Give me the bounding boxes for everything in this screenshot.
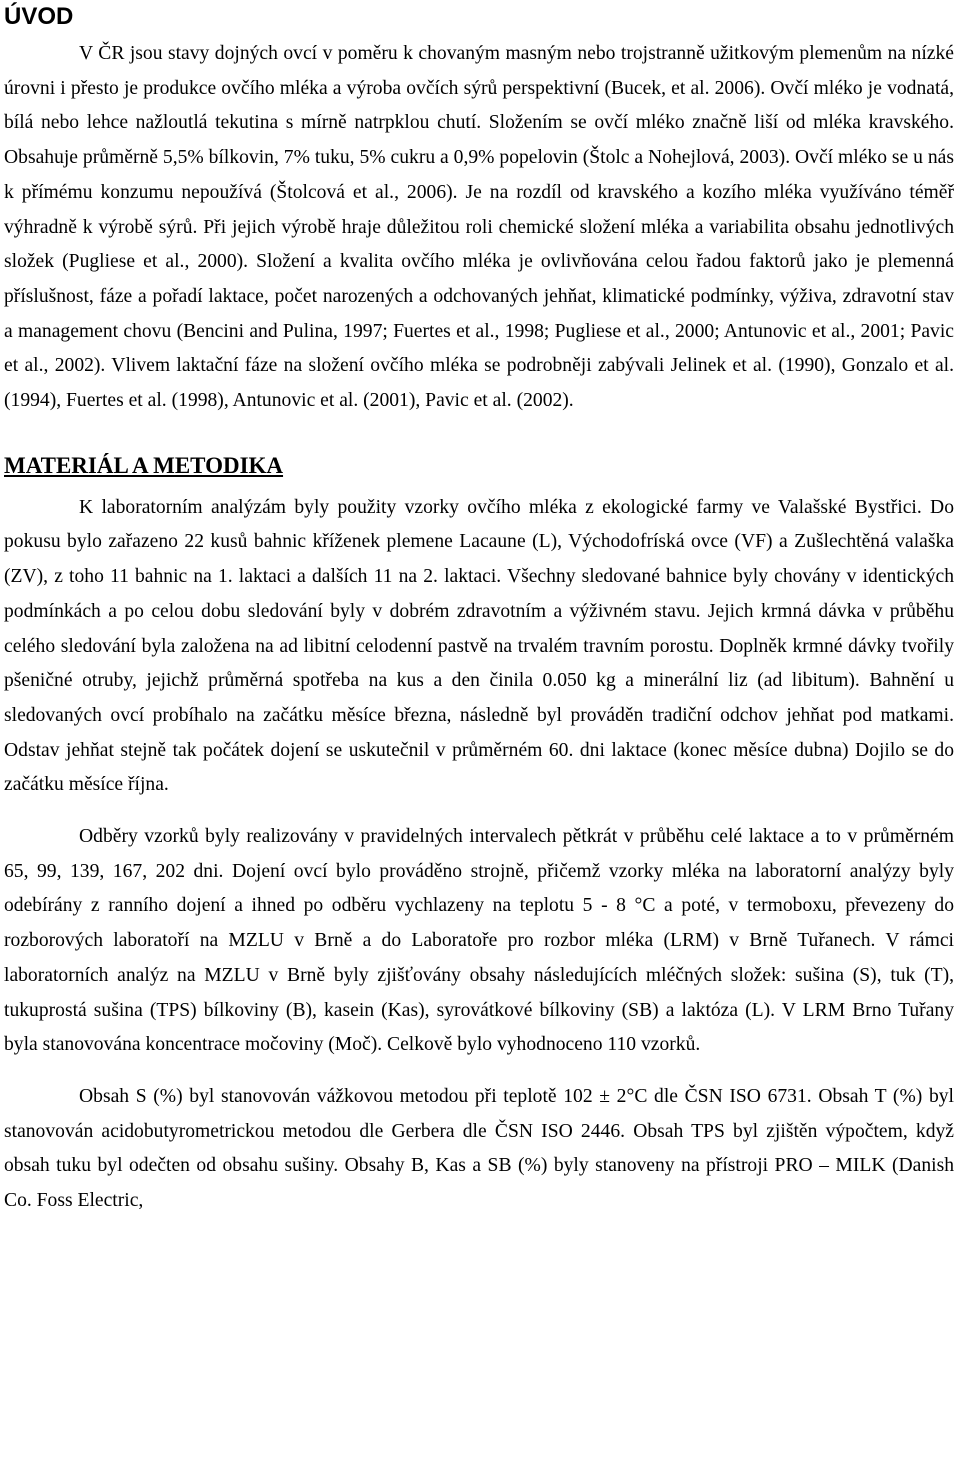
methods-paragraph-2: Odběry vzorků byly realizovány v pravidelných intervalech pětkrát v průběhu celé laktace a to v průměrném 65, 99, 139, 167, 202 dni. Dojení ovcí bylo prováděno strojně, přičemž vzorky mléka na laboratorní analýzy byly odebírány z ranního dojení a ihned po odběru vychlazeny na teplotu 5 - 8 °C a poté, v termoboxu, převezeny do rozborových laboratoří na MZLU v Brně a do Laboratoře pro rozbor mléka (LRM) v Brně Tuřanech. V rámci laboratorních analýz na MZLU v Brně byly zjišťovány obsahy následujících mléčných složek: sušina (S), tuk (T), tukuprostá sušina (TPS) bílkoviny (B), kasein (Kas), syrovátkové bílkoviny (SB) a laktóza (L). V LRM Brno Tuřany byla stanovována koncentrace močoviny (Moč). Celkově bylo vyhodnoceno 110 vzorků. [4, 826, 954, 1056]
intro-paragraph: V ČR jsou stavy dojných ovcí v poměru k chovaným masným nebo trojstranně užitkovým plemenům na nízké úrovni i přesto je produkce ovčího mléka a výroba ovčích sýrů perspektivní (Bucek, et al. 2006). Ovčí mléko je vodnatá, bílá nebo lehce nažloutlá tekutina s mírně natrpklou chutí. Složením se ovčí mléko značně liší od mléka kravského. Obsahuje průměrně 5,5% bílkovin, 7% tuku, 5% cukru a 0,9% popelovin (Štolc a Nohejlová, 2003). Ovčí mléko se u nás k přímému konzumu nepoužívá (Štolcová et al., 2006). Je na rozdíl od kravského a kozího mléka využíváno téměř výhradně k výrobě sýrů. Při jejich výrobě hraje důležitou roli chemické složení mléka a variabilita obsahu jednotlivých složek (Pugliese et al., 2000). Složení a kvalita ovčího mléka je ovlivňována celou řadou faktorů jako je plemenná příslušnost, fáze a pořadí laktace, počet narozených a odchovaných jehňat, klimatické podmínky, výživa, zdravotní stav a management chovu (Bencini and Pulina, 1997; Fuertes et al., 1998; Pugliese et al., 2000; Antunovic et al., 2001; Pavic et al., 2002). Vlivem laktační fáze na složení ovčího mléka se podrobněji zabývali Jelinek et al. (1990), Gonzalo et al. (1994), Fuertes et al. (1998), Antunovic et al. (2001), Pavic et al. (2002). [4, 43, 954, 412]
methods-heading: MATERIÁL A METODIKA [4, 452, 284, 478]
methods-paragraph-3: Obsah S (%) byl stanovován vážkovou metodou při teplotě 102 ± 2°C dle ČSN ISO 6731. Obsah T (%) byl stanovován acidobutyrometrickou metodou dle Gerbera dle ČSN ISO 2446. Obsah TPS byl zjištěn výpočtem, když obsah tuku byl odečten od obsahu sušiny. Obsahy B, Kas a SB (%) byly stanoveny na přístroji PRO – MILK (Danish Co. Foss Electric, [4, 1085, 954, 1212]
intro-heading: ÚVOD [4, 3, 74, 30]
methods-paragraph-1: K laboratorním analýzám byly použity vzorky ovčího mléka z ekologické farmy ve Valašské Bystřici. Do pokusu bylo zařazeno 22 kusů bahnic kříženek plemene Lacaune (L), Východofríská ovce (VF) a Zušlechtěná valaška (ZV), z toho 11 bahnic na 1. laktaci a dalších 11 na 2. laktaci. Všechny sledované bahnice byly chovány v identických podmínkách a po celou dobu sledování byly v dobrém zdravotním a výživném stavu. Jejich krmná dávka v průběhu celého sledování byla založena na ad libitní celodenní pastvě na trvalém travním porostu. Doplněk krmné dávky tvořily pšeničné otruby, jejichž průměrná spotřeba na kus a den činila 0.050 kg a minerální liz (ad libitum). Bahnění u sledovaných ovcí probíhalo na začátku měsíce března, následně byl prováděn tradiční odchov jehňat pod matkami. Odstav jehňat stejně tak počátek dojení se uskutečnil v průměrném 60. dni laktace (konec měsíce dubna) Dojilo se do začátku měsíce října. [4, 496, 954, 796]
methods-section [4, 451, 954, 1219]
intro-section [4, 0, 954, 419]
